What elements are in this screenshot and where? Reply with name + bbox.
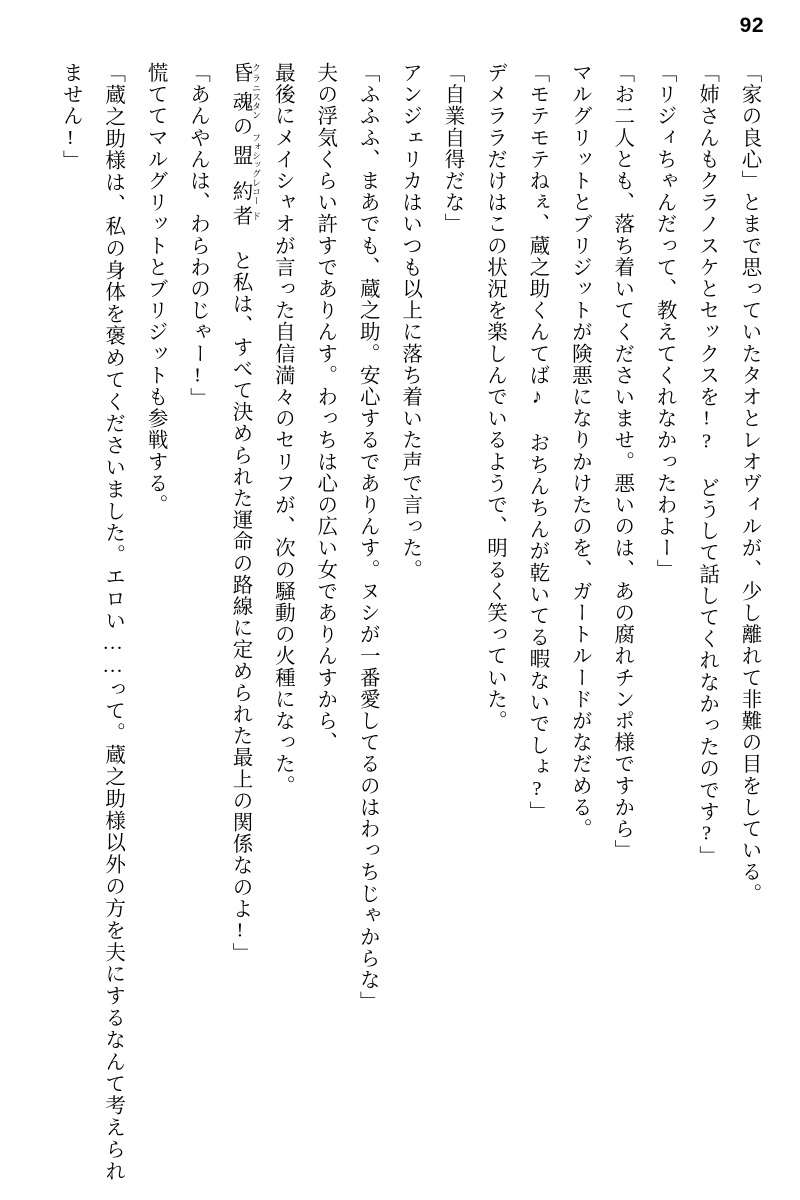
ruby-phrase bbox=[228, 62, 261, 250]
ruby-mei: 盟 フォシッグ bbox=[228, 133, 261, 179]
paragraph: 「蔵之助様は、私の身体を褒めてくださいました。エロい……って。蔵之助様以外の方を夫にするなんて考えられません!」 bbox=[59, 62, 124, 1182]
ruby-sha: 者 ド bbox=[228, 205, 261, 227]
paragraph: 慌ててマルグリットとブリジットも参戦する。 bbox=[144, 62, 167, 516]
paragraph: 「リジィちゃんだって、教えてくれなかったわよー」 bbox=[653, 62, 676, 581]
ruby-gap-text: の bbox=[228, 115, 251, 138]
paragraph: アンジェリカはいつも以上に落ち着いた声で言った。 bbox=[398, 62, 421, 581]
paragraph: 夫の浮気くらい許すでありんす。わっちは心の広い女でありんすから、 bbox=[313, 62, 336, 754]
paragraph: 「ふふふ、まあでも、蔵之助。安心するでありんす。ヌシが一番愛してるのはわっちじゃからな」 bbox=[356, 62, 379, 1013]
paragraph-with-ruby bbox=[219, 62, 261, 1182]
paragraph: 「お二人とも、落ち着いてくださいませ。悪いのは、あの腐れチンポ様ですから」 bbox=[610, 62, 633, 862]
paragraph: デメララだけはこの状況を楽しんでいるようで、明るく笑っていた。 bbox=[483, 62, 506, 732]
paragraph: 「姉さんもクラノスケとセックスを!? どうして話してくれなかったのです?」 bbox=[695, 62, 718, 868]
page-number: 92 bbox=[739, 14, 764, 37]
ruby-kun: 昏 クラ bbox=[228, 62, 261, 84]
ruby-yaku: 約 レコー bbox=[228, 178, 261, 206]
paragraph: マルグリットとブリジットが険悪になりかけたのを、ガートルードがなだめる。 bbox=[568, 62, 591, 840]
paragraph: 「自業自得だな」 bbox=[441, 62, 464, 235]
paragraph: 「モテモテねぇ、蔵之助くんてば♪ おちんちんが乾いてる暇ないでしょ?」 bbox=[525, 62, 548, 823]
paragraph: 「あんやんは、わらわのじゃー!」 bbox=[186, 62, 209, 410]
paragraph-tail: と私は、すべて決められた運命の路線に定められた最上の関係なのよ!」 bbox=[228, 249, 251, 965]
ruby-kon: 魂 ニスタン bbox=[228, 83, 261, 120]
paragraph: 最後にメイシャオが言った自信満々のセリフが、次の騒動の火種になった。 bbox=[271, 62, 294, 797]
paragraph: 「家の良心」とまで思っていたタオとレオヴィルが、少し離れて非難の目をしている。 bbox=[738, 62, 760, 905]
page-body-text bbox=[28, 62, 770, 1182]
